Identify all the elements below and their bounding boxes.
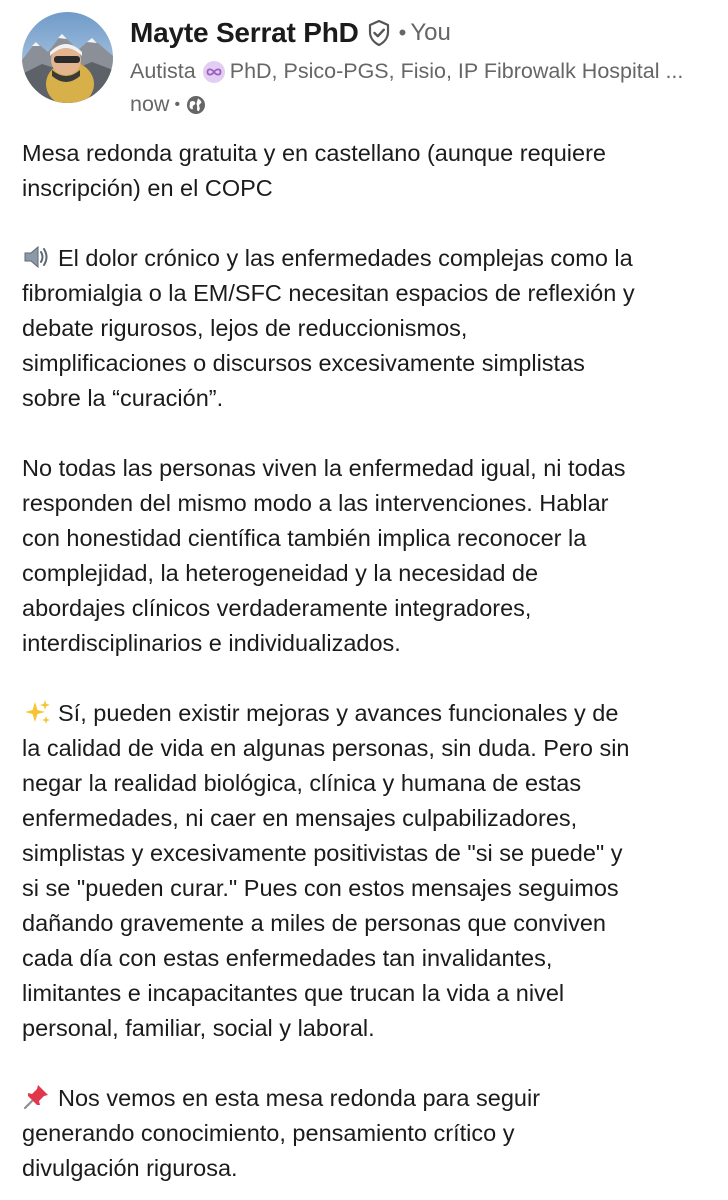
post-text: divulgación rigurosa. — [22, 1155, 238, 1181]
post-header — [22, 12, 712, 116]
separator-dot: • — [398, 20, 407, 45]
post-text-line — [22, 871, 712, 906]
sparkles-icon — [22, 698, 52, 726]
post-text: El dolor crónico y las enfermedades complejas como la — [58, 245, 633, 271]
post-text-line — [22, 1116, 712, 1151]
post-text-line — [22, 346, 712, 381]
separator-dot: • — [174, 95, 181, 113]
post-paragraph — [22, 1081, 712, 1186]
post-text: enfermedades, ni caer en mensajes culpabilizadores, — [22, 805, 578, 831]
post-paragraph — [22, 696, 712, 1046]
post-text: debate rigurosos, lejos de reduccionismos, — [22, 315, 468, 341]
post-text: No todas las personas viven la enfermedad igual, ni todas — [22, 455, 626, 481]
post-paragraph — [22, 451, 712, 661]
headline-prefix: Autista — [130, 59, 196, 83]
post-text-line — [22, 381, 712, 416]
post-text-line — [22, 766, 712, 801]
avatar[interactable] — [22, 12, 113, 103]
post-paragraph — [22, 241, 712, 416]
post-text-line — [22, 696, 712, 731]
post-text-line — [22, 486, 712, 521]
post-text-line — [22, 241, 712, 276]
post-text: responden del mismo modo a las intervenciones. Hablar — [22, 490, 609, 516]
post-text: negar la realidad biológica, clínica y humana de estas — [22, 770, 582, 796]
post-text-line — [22, 626, 712, 661]
post-text-line — [22, 1081, 712, 1116]
speaker-icon — [22, 243, 52, 271]
post-text: Sí, pueden existir mejoras y avances funcionales y de — [58, 700, 619, 726]
post-text-line — [22, 556, 712, 591]
post-paragraph — [22, 136, 712, 206]
post-text-line — [22, 171, 712, 206]
author-name[interactable]: Mayte Serrat PhD — [130, 17, 359, 48]
post-text-line — [22, 451, 712, 486]
pushpin-icon — [22, 1083, 52, 1111]
post-meta — [130, 92, 206, 117]
post-text-line — [22, 976, 712, 1011]
post-text-line — [22, 136, 712, 171]
post-text-line — [22, 1151, 712, 1186]
post-text: Mesa redonda gratuita y en castellano (aunque requiere — [22, 140, 606, 166]
post-text: fibromialgia o la EM/SFC necesitan espacios de reflexión y — [22, 280, 635, 306]
post-text-line — [22, 311, 712, 346]
globe-icon[interactable] — [186, 95, 206, 115]
author-line — [130, 16, 451, 50]
avatar-photo — [22, 12, 113, 103]
post-text: sobre la “curación”. — [22, 385, 224, 411]
post-text: generando conocimiento, pensamiento crítico y — [22, 1120, 515, 1146]
post-text-line — [22, 521, 712, 556]
verified-shield-icon[interactable] — [365, 19, 393, 47]
post-text: interdisciplinarios e individualizados. — [22, 630, 401, 656]
post-text: dañando gravemente a miles de personas que conviven — [22, 910, 606, 936]
post-text: Nos vemos en esta mesa redonda para seguir — [58, 1085, 541, 1111]
post-text: personal, familiar, social y laboral. — [22, 1015, 375, 1041]
infinity-icon — [202, 61, 226, 83]
post-text-line — [22, 906, 712, 941]
post-text-line — [22, 591, 712, 626]
post-text-line — [22, 276, 712, 311]
post-text: simplistas y excesivamente positivistas de "si se puede" y — [22, 840, 623, 866]
post-text: con honestidad científica también implica reconocer la — [22, 525, 587, 551]
post-text-line — [22, 731, 712, 766]
author-headline — [130, 59, 710, 84]
post-text: cada día con estas enfermedades tan invalidantes, — [22, 945, 553, 971]
post-text: abordajes clínicos verdaderamente integradores, — [22, 595, 532, 621]
post-text: limitantes e incapacitantes que trucan la vida a nivel — [22, 980, 565, 1006]
post-text: complejidad, la heterogeneidad y la necesidad de — [22, 560, 539, 586]
post-text-line — [22, 801, 712, 836]
post-text-line — [22, 941, 712, 976]
post-text: la calidad de vida en algunas personas, sin duda. Pero sin — [22, 735, 630, 761]
post-body — [22, 136, 712, 1186]
post-text: si se "pueden curar." Pues con estos mensajes seguimos — [22, 875, 619, 901]
post-text-line — [22, 836, 712, 871]
post-timestamp: now — [130, 92, 170, 116]
post-text: simplificaciones o discursos excesivamente simplistas — [22, 350, 585, 376]
post-text-line — [22, 1011, 712, 1046]
headline-text: PhD, Psico-PGS, Fisio, IP Fibrowalk Hospital ... — [229, 59, 684, 83]
relation-label: You — [410, 19, 451, 46]
post-text: inscripción) en el COPC — [22, 175, 273, 201]
